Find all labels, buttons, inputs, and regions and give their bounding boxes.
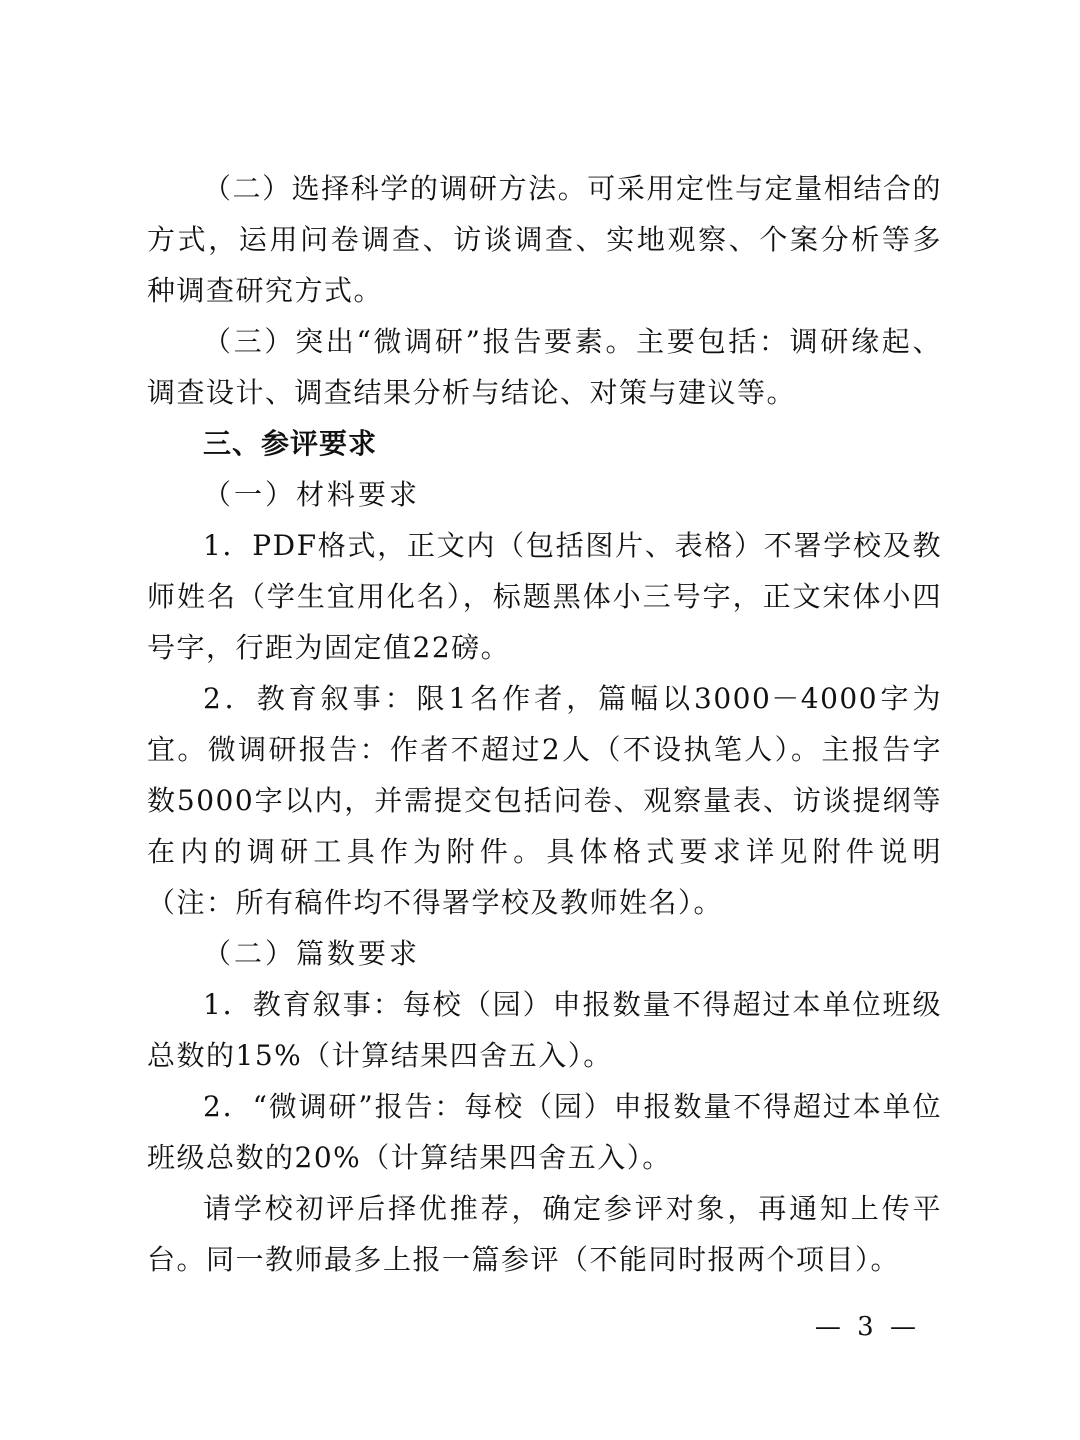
paragraph-author-requirement: 2．教育叙事：限1名作者，篇幅以3000－4000字为宜。微调研报告：作者不超过2人（不设执笔人）。主报告字数5000字以内，并需提交包括问卷、观察量表、访谈提纲等在内的调研工具作为附件。具体格式要求详见附件说明（注：所有稿件均不得署学校及教师姓名）。 xyxy=(147,682,942,919)
paragraph-report-quota: 2．“微调研”报告：每校（园）申报数量不得超过本单位班级总数的20%（计算结果四舍五入）。 xyxy=(147,1090,942,1174)
paragraph-research-methods: （二）选择科学的调研方法。可采用定性与定量相结合的方式，运用问卷调查、访谈调查、实地观察、个案分析等多种调查研究方式。 xyxy=(147,172,942,307)
paragraph-report-elements: （三）突出“微调研”报告要素。主要包括：调研缘起、调查设计、调查结果分析与结论、对策与建议等。 xyxy=(147,325,942,409)
subheading-material-requirements: （一）材料要求 xyxy=(203,478,421,511)
page-number: — 3 — xyxy=(814,1312,920,1342)
paragraph-narrative-quota: 1．教育叙事：每校（园）申报数量不得超过本单位班级总数的15%（计算结果四舍五入）。 xyxy=(147,988,942,1072)
document-body xyxy=(147,163,942,1285)
subheading-quantity-requirements: （二）篇数要求 xyxy=(203,937,421,970)
section-heading-requirements: 三、参评要求 xyxy=(203,427,378,460)
paragraph-format-requirement: 1．PDF格式，正文内（包括图片、表格）不署学校及教师姓名（学生宜用化名），标题黑体小三号字，正文宋体小四号字，行距为固定值22磅。 xyxy=(147,529,942,664)
paragraph-submission-note: 请学校初评后择优推荐，确定参评对象，再通知上传平台。同一教师最多上报一篇参评（不能同时报两个项目）。 xyxy=(147,1192,942,1276)
